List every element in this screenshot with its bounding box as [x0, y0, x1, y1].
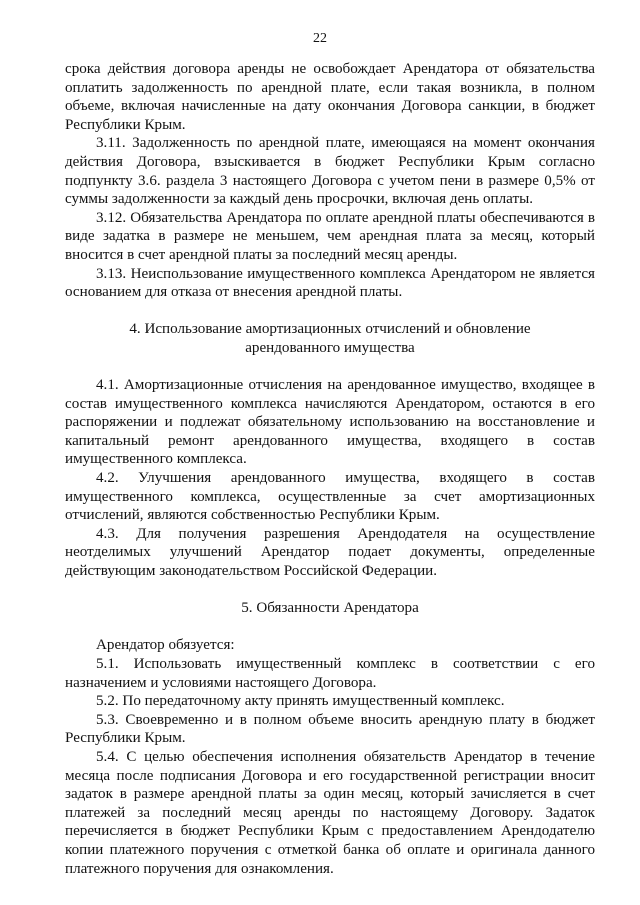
- spacer: [65, 302, 595, 321]
- paragraph-4-3: 4.3. Для получения разрешения Арендодателя на осуществление неотделимых улучшений Арендатор подает документы, определенные действующим законодательством Российской Федерации.: [65, 525, 595, 580]
- spacer: [65, 618, 595, 637]
- paragraph-3-11: 3.11. Задолженность по арендной плате, имеющаяся на момент окончания действия Договора, взыскивается в бюджет Республики Крым согласно подпункту 3.6. раздела 3 настоящего Договора с учетом пени в размере 0,5% от суммы задолженности за каждый день просрочки, включая день оплаты.: [65, 135, 595, 208]
- spacer: [65, 358, 595, 377]
- paragraph-5-4: 5.4. С целью обеспечения исполнения обязательств Арендатор в течение месяца после подписания Договора и его государственной регистрации вносит задаток в размере арендной платы за один месяц, который зачисляется в счет платежей за последний месяц аренды по настоящему Договору. Задаток перечисляется в бюджет Республики Крым с предоставлением Арендодателю копии платежного поручения с отметкой банка об оплате и оригинала данного платежного поручения для ознакомления.: [65, 748, 595, 877]
- paragraph-5-1: 5.1. Использовать имущественный комплекс в соответствии с его назначением и условиями настоящего Договора.: [65, 656, 595, 691]
- paragraph-3-12: 3.12. Обязательства Арендатора по оплате арендной платы обеспечиваются в виде задатка в размере не меньшем, чем арендная плата за месяц, который вносится в счет арендной платы за последний месяц аренды.: [65, 209, 595, 263]
- paragraph-5-2: 5.2. По передаточному акту принять имущественный комплекс.: [96, 693, 505, 710]
- paragraph-continuation: срока действия договора аренды не освобождает Арендатора от обязательства оплатить задолженность по арендной плате, если такая возникла, в полном объеме, включая начисленные на дату окончания Договора санкции, в бюджет Республики Крым.: [65, 61, 595, 133]
- section-4-heading-line1: 4. Использование амортизационных отчислений и обновление: [129, 321, 531, 338]
- section-5-heading: 5. Обязанности Арендатора: [241, 600, 419, 617]
- spacer: [65, 581, 595, 600]
- document-body: [65, 60, 595, 878]
- paragraph-4-2: 4.2. Улучшения арендованного имущества, входящего в состав имущественного комплекса, осуществленные за счет амортизационных отчислений, являются собственностью Республики Крым.: [65, 470, 595, 524]
- paragraph-3-13: 3.13. Неиспользование имущественного комплекса Арендатором не является основанием для отказа от внесения арендной платы.: [65, 265, 595, 301]
- paragraph-5-3: 5.3. Своевременно и в полном объеме вносить арендную плату в бюджет Республики Крым.: [65, 711, 595, 747]
- page-number: 22: [313, 31, 327, 46]
- paragraph-4-1: 4.1. Амортизационные отчисления на арендованное имущество, входящее в состав имущественного комплекса начисляются Арендатором, остаются в его распоряжении и подлежат обязательному использованию на восстановление и капитальный ремонт арендованного имущества, входящего в состав имущественного комплекса.: [65, 377, 595, 468]
- section-5-intro: Арендатор обязуется:: [96, 637, 235, 654]
- section-4-heading-line2: арендованного имущества: [245, 339, 415, 356]
